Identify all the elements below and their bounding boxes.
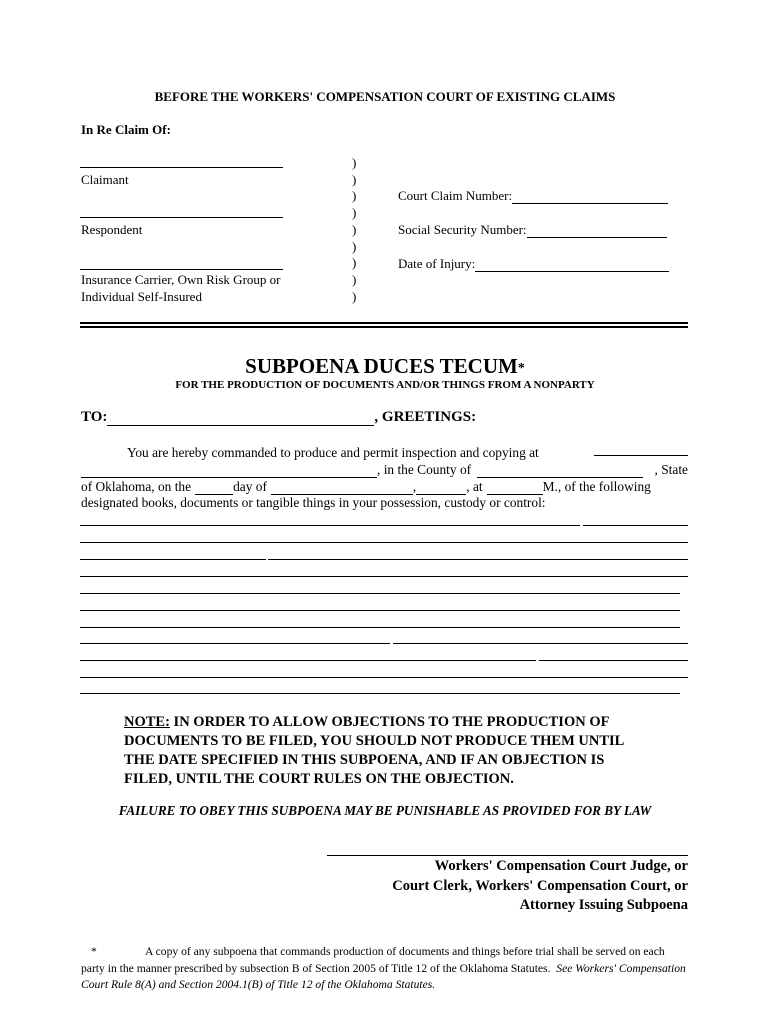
claim-number-input[interactable] <box>512 192 668 204</box>
items-line[interactable] <box>80 576 688 577</box>
ssn-field <box>398 222 667 238</box>
document-title <box>0 354 770 379</box>
paren: ) <box>352 221 357 237</box>
divider-top <box>80 322 688 324</box>
body-text: of Oklahoma, on the <box>81 479 192 494</box>
body-text: You are hereby commanded to produce and permit inspection and copying at <box>127 445 539 460</box>
to-label: TO: <box>81 409 108 425</box>
body-text: day of <box>233 479 267 494</box>
document-subtitle: FOR THE PRODUCTION OF DOCUMENTS AND/OR THINGS FROM A NONPARTY <box>175 379 595 391</box>
penalty-warning: FAILURE TO OBEY THIS SUBPOENA MAY BE PUNISHABLE AS PROVIDED FOR BY LAW <box>118 803 652 818</box>
paren: ) <box>352 188 357 204</box>
injury-date-field <box>398 256 669 272</box>
items-line[interactable] <box>80 693 680 694</box>
footnote-marker: * <box>91 945 97 958</box>
items-line[interactable] <box>80 610 680 611</box>
items-line[interactable] <box>80 525 580 526</box>
body-line-1 <box>81 444 688 461</box>
title-text: SUBPOENA DUCES TECUM <box>245 354 518 378</box>
signature-block <box>392 857 688 916</box>
paren-column <box>352 155 356 305</box>
paren: ) <box>352 155 357 170</box>
court-title: BEFORE THE WORKERS' COMPENSATION COURT OF EXISTING CLAIMS <box>154 89 616 104</box>
body-text: M., of the following <box>542 479 651 494</box>
footnote-citation: See Workers' Compensation Court Rule 8(A) and Section 2004.1(B) of Title 12 of the Oklahoma Statutes. <box>81 961 686 991</box>
title-asterisk: * <box>517 361 525 376</box>
items-line[interactable] <box>80 660 536 661</box>
signer-title-3: Attorney Issuing Subpoena <box>519 897 688 913</box>
ssn-input[interactable] <box>527 226 667 238</box>
injury-date-input[interactable] <box>475 260 669 272</box>
items-line[interactable] <box>80 593 680 594</box>
items-line[interactable] <box>80 559 266 560</box>
insurer-label-1: Insurance Carrier, Own Risk Group or <box>81 272 281 287</box>
insurer-label-2: Individual Self-Insured <box>81 289 202 304</box>
insurer-line[interactable] <box>80 269 283 270</box>
items-line[interactable] <box>80 542 688 543</box>
ssn-label: Social Security Number: <box>398 222 527 237</box>
paren: ) <box>352 255 357 271</box>
paren: ) <box>352 238 357 254</box>
injury-date-label: Date of Injury: <box>398 256 476 271</box>
note-label: NOTE: <box>124 714 170 730</box>
items-line[interactable] <box>80 627 680 628</box>
body-line-4: designated books, documents or tangible things in your possession, custody or control: <box>81 495 546 510</box>
items-line[interactable] <box>583 525 688 526</box>
body-line-2 <box>81 461 688 478</box>
claimant-line[interactable] <box>80 167 283 168</box>
claimant-label: Claimant <box>81 172 129 187</box>
body-text: , State <box>654 462 688 477</box>
in-re-claim-label: In Re Claim Of: <box>81 122 171 137</box>
signer-title-1: Workers' Compensation Court Judge, or <box>434 858 688 874</box>
paren: ) <box>352 171 357 187</box>
signature-line[interactable] <box>327 855 688 856</box>
items-line[interactable] <box>539 660 688 661</box>
respondent-line[interactable] <box>80 217 283 218</box>
paren: ) <box>352 205 357 221</box>
footnote-text: A copy of any subpoena that commands production of documents and things before trial shall be served on each party in the manner prescribed by subsection B of Section 2005 of Title 12 of the Oklahoma Statutes. <box>81 945 665 975</box>
note-text: IN ORDER TO ALLOW OBJECTIONS TO THE PRODUCTION OF DOCUMENTS TO BE FILED, YOU SHOULD NOT PRODUCE THEM UNTIL THE DATE SPECIFIED IN THIS SUBPOENA, AND IF AN OBJECTION IS FILED, UNTIL THE COURT RULES ON THE OBJECTION. <box>124 714 624 787</box>
respondent-label: Respondent <box>81 222 143 237</box>
claim-number-label: Court Claim Number: <box>398 188 513 203</box>
items-line[interactable] <box>268 559 688 560</box>
body-text: , <box>412 479 417 494</box>
paren: ) <box>352 288 357 304</box>
body-text: , in the County of <box>377 462 472 477</box>
body-line-3 <box>81 478 688 495</box>
items-line[interactable] <box>80 677 688 678</box>
to-line <box>81 409 476 426</box>
greetings-label: , GREETINGS: <box>374 409 477 425</box>
recipient-input[interactable] <box>107 412 374 426</box>
claim-number-field <box>398 188 668 204</box>
objection-note <box>124 713 644 789</box>
location-input-2[interactable] <box>81 466 377 478</box>
footnote <box>81 944 688 994</box>
signer-title-2: Court Clerk, Workers' Compensation Court, or <box>392 877 688 894</box>
paren: ) <box>352 271 357 287</box>
body-text: , at <box>466 479 483 494</box>
county-input[interactable] <box>477 466 643 478</box>
items-line[interactable] <box>393 643 688 644</box>
location-input[interactable] <box>594 444 688 456</box>
items-line[interactable] <box>80 643 390 644</box>
divider-bottom <box>80 326 688 328</box>
